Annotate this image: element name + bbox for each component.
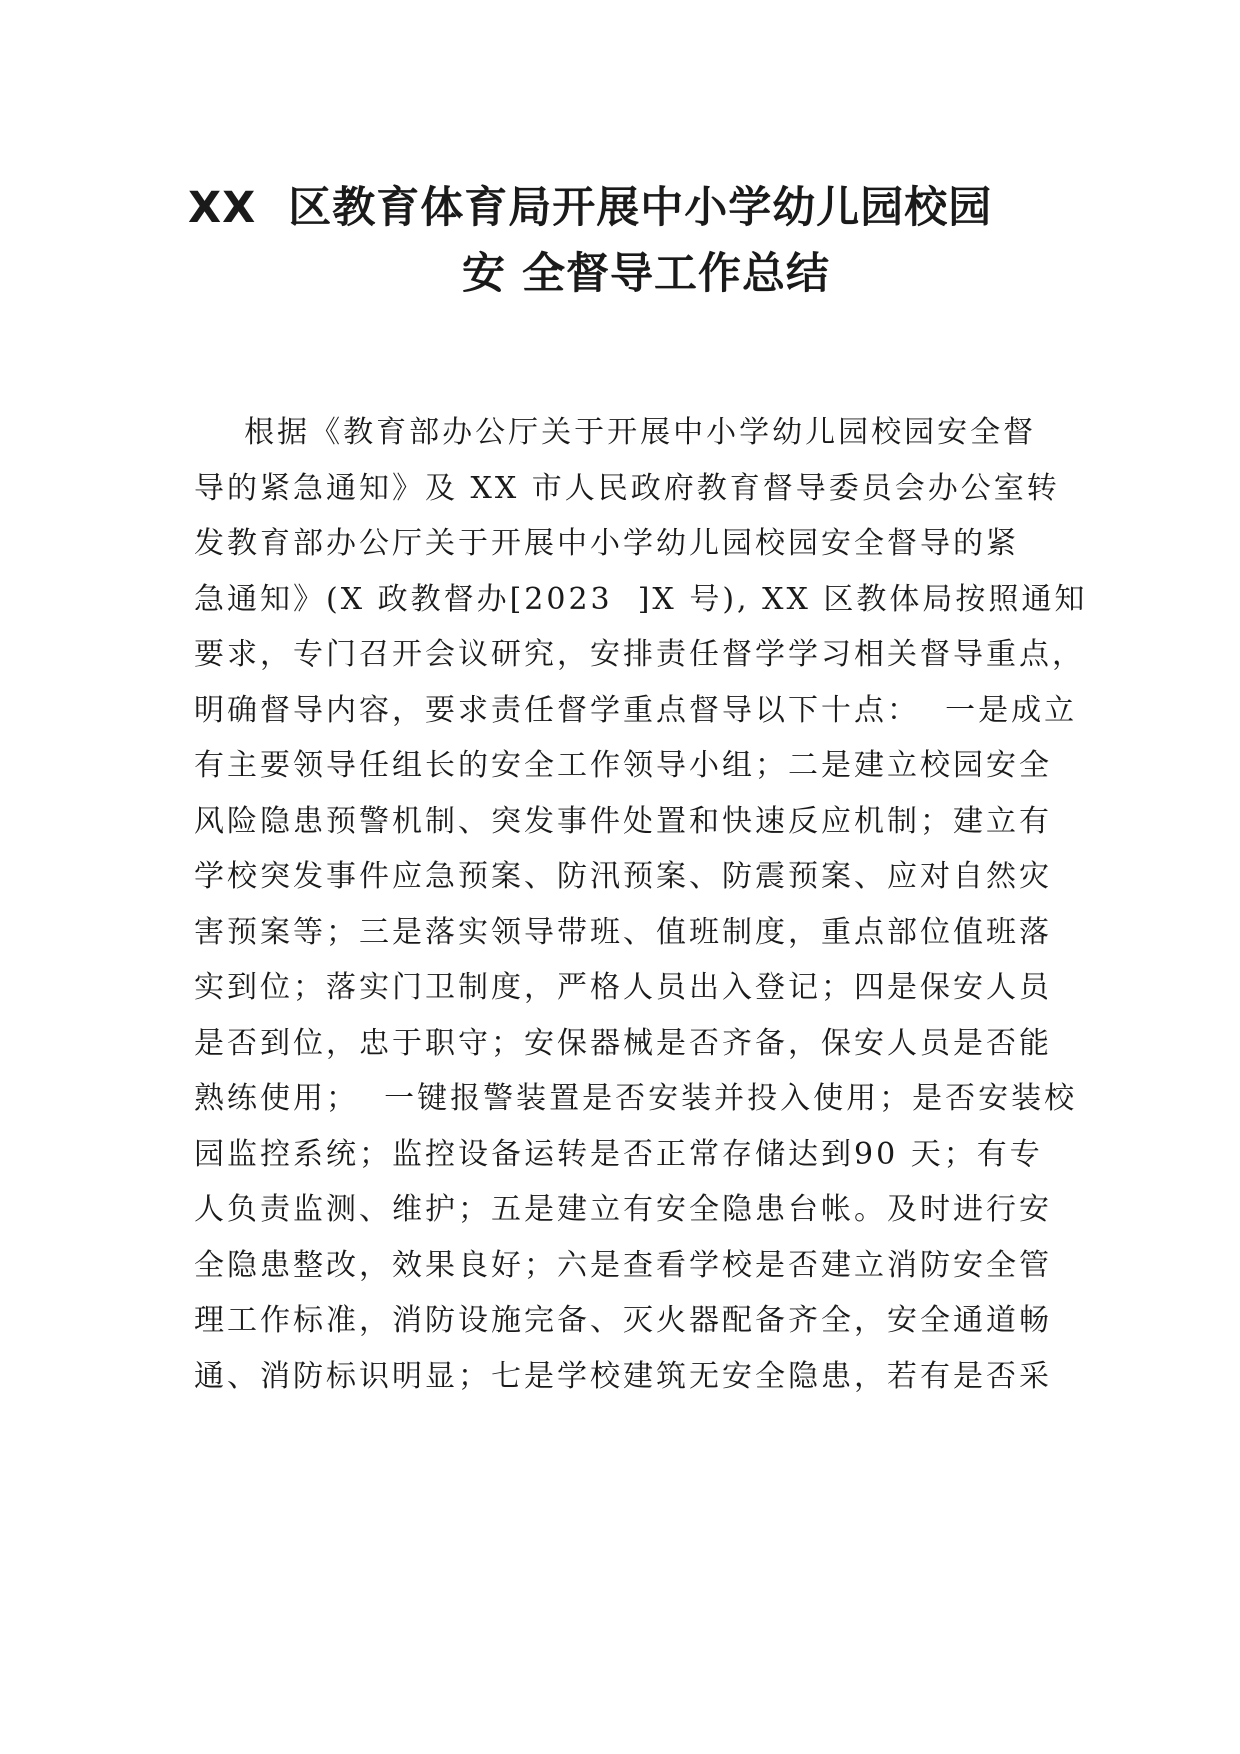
- body-line: 通、消防标识明显；七是学校建筑无安全隐患，若有是否采: [194, 1358, 1052, 1394]
- title-line-2: 安 全督导工作总结: [462, 249, 830, 299]
- body-line: 学校突发事件应急预案、防汛预案、防震预案、应对自然灾: [194, 859, 1052, 894]
- body-line: 理工作标准，消防设施完备、灭火器配备齐全，安全通道畅: [194, 1303, 1052, 1338]
- body-line: 导的紧急通知》及 XX 市人民政府教育督导委员会办公室转: [194, 470, 1060, 506]
- body-line: 熟练使用； 一键报警装置是否安装并投入使用；是否安装校: [194, 1081, 1078, 1116]
- body-line: 有主要领导任组长的安全工作领导小组；二是建立校园安全: [194, 748, 1052, 783]
- body-line: 实到位；落实门卫制度，严格人员出入登记；四是保安人员: [194, 970, 1052, 1005]
- document-body: [194, 405, 1088, 1404]
- body-line: 害预案等；三是落实领导带班、值班制度，重点部位值班落: [194, 914, 1052, 950]
- body-line: 急通知》(X 政教督办[2023 ]X 号), XX 区教体局按照通知: [194, 581, 1088, 617]
- body-line: 全隐患整改，效果良好；六是查看学校是否建立消防安全管: [194, 1247, 1052, 1283]
- title-line-1: XX 区教育体育局开展中小学幼儿园校园: [188, 183, 993, 233]
- document-title: [170, 180, 1070, 302]
- body-line: 园监控系统；监控设备运转是否正常存储达到90 天；有专: [194, 1136, 1043, 1172]
- body-line: 要求，专门召开会议研究，安排责任督学学习相关督导重点，: [194, 637, 1085, 672]
- body-line: 明确督导内容，要求责任督学重点督导以下十点： 一是成立: [194, 692, 1078, 728]
- body-line: 发教育部办公厅关于开展中小学幼儿园校园安全督导的紧: [194, 526, 1019, 561]
- body-line: 是否到位，忠于职守；安保器械是否齐备，保安人员是否能: [194, 1025, 1052, 1061]
- body-line: 风险隐患预警机制、突发事件处置和快速反应机制；建立有: [194, 803, 1052, 839]
- body-line: 人负责监测、维护；五是建立有安全隐患台帐。及时进行安: [194, 1192, 1052, 1227]
- body-line: 根据《教育部办公厅关于开展中小学幼儿园校园安全督: [194, 415, 1037, 450]
